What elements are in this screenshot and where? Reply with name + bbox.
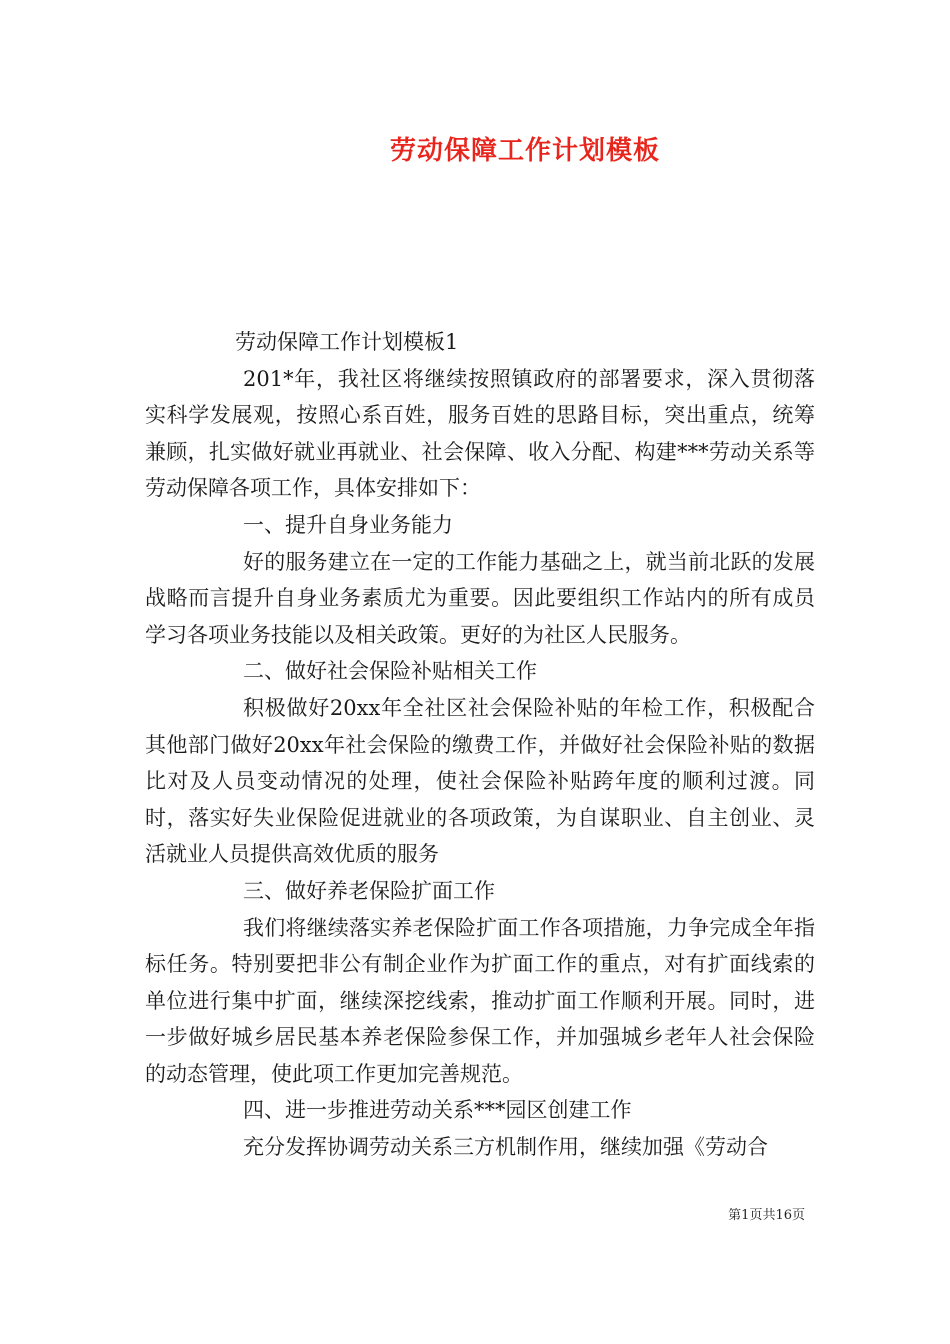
section-heading: 一、提升自身业务能力	[243, 512, 453, 537]
body-paragraph: 好的服务建立在一定的工作能力基础之上，就当前北跃的发展战略而言提升自身业务素质尤为重要。因此要组织工作站内的所有成员学习各项业务技能以及相关政策。更好的为社区人民服务。	[145, 549, 815, 647]
section-heading: 二、做好社会保险补贴相关工作	[243, 659, 537, 684]
body-paragraph: 我们将继续落实养老保险扩面工作各项措施，力争完成全年指标任务。特别要把非公有制企业作为扩面工作的重点，对有扩面线索的单位进行集中扩面，继续深挖线索，推动扩面工作顺利开展。同时，进一步做好城乡居民基本养老保险参保工作，并加强城乡老年人社会保险的动态管理，使此项工作更加完善规范。	[145, 915, 815, 1086]
page-number-footer: 第1页共16页	[728, 1208, 805, 1223]
section-heading: 劳动保障工作计划模板1	[235, 330, 459, 354]
document-title: 劳动保障工作计划模板	[389, 136, 660, 166]
section-heading: 四、进一步推进劳动关系***园区创建工作	[243, 1098, 632, 1123]
body-paragraph: 积极做好20xx年全社区社会保险补贴的年检工作，积极配合其他部门做好20xx年社会保险的缴费工作，并做好社会保险补贴的数据比对及人员变动情况的处理，使社会保险补贴跨年度的顺利过渡。同时，落实好失业保险促进就业的各项政策，为自谋职业、自主创业、灵活就业人员提供高效优质的服务	[145, 695, 815, 867]
body-paragraph: 201*年，我社区将继续按照镇政府的部署要求，深入贯彻落实科学发展观，按照心系百姓，服务百姓的思路目标，突出重点，统筹兼顾，扎实做好就业再就业、社会保障、收入分配、构建***劳动关系等劳动保障各项工作，具体安排如下：	[145, 366, 815, 501]
body-paragraph: 充分发挥协调劳动关系三方机制作用，继续加强《劳动合	[243, 1135, 768, 1160]
section-heading: 三、做好养老保险扩面工作	[243, 878, 495, 903]
document-body	[145, 324, 815, 1166]
